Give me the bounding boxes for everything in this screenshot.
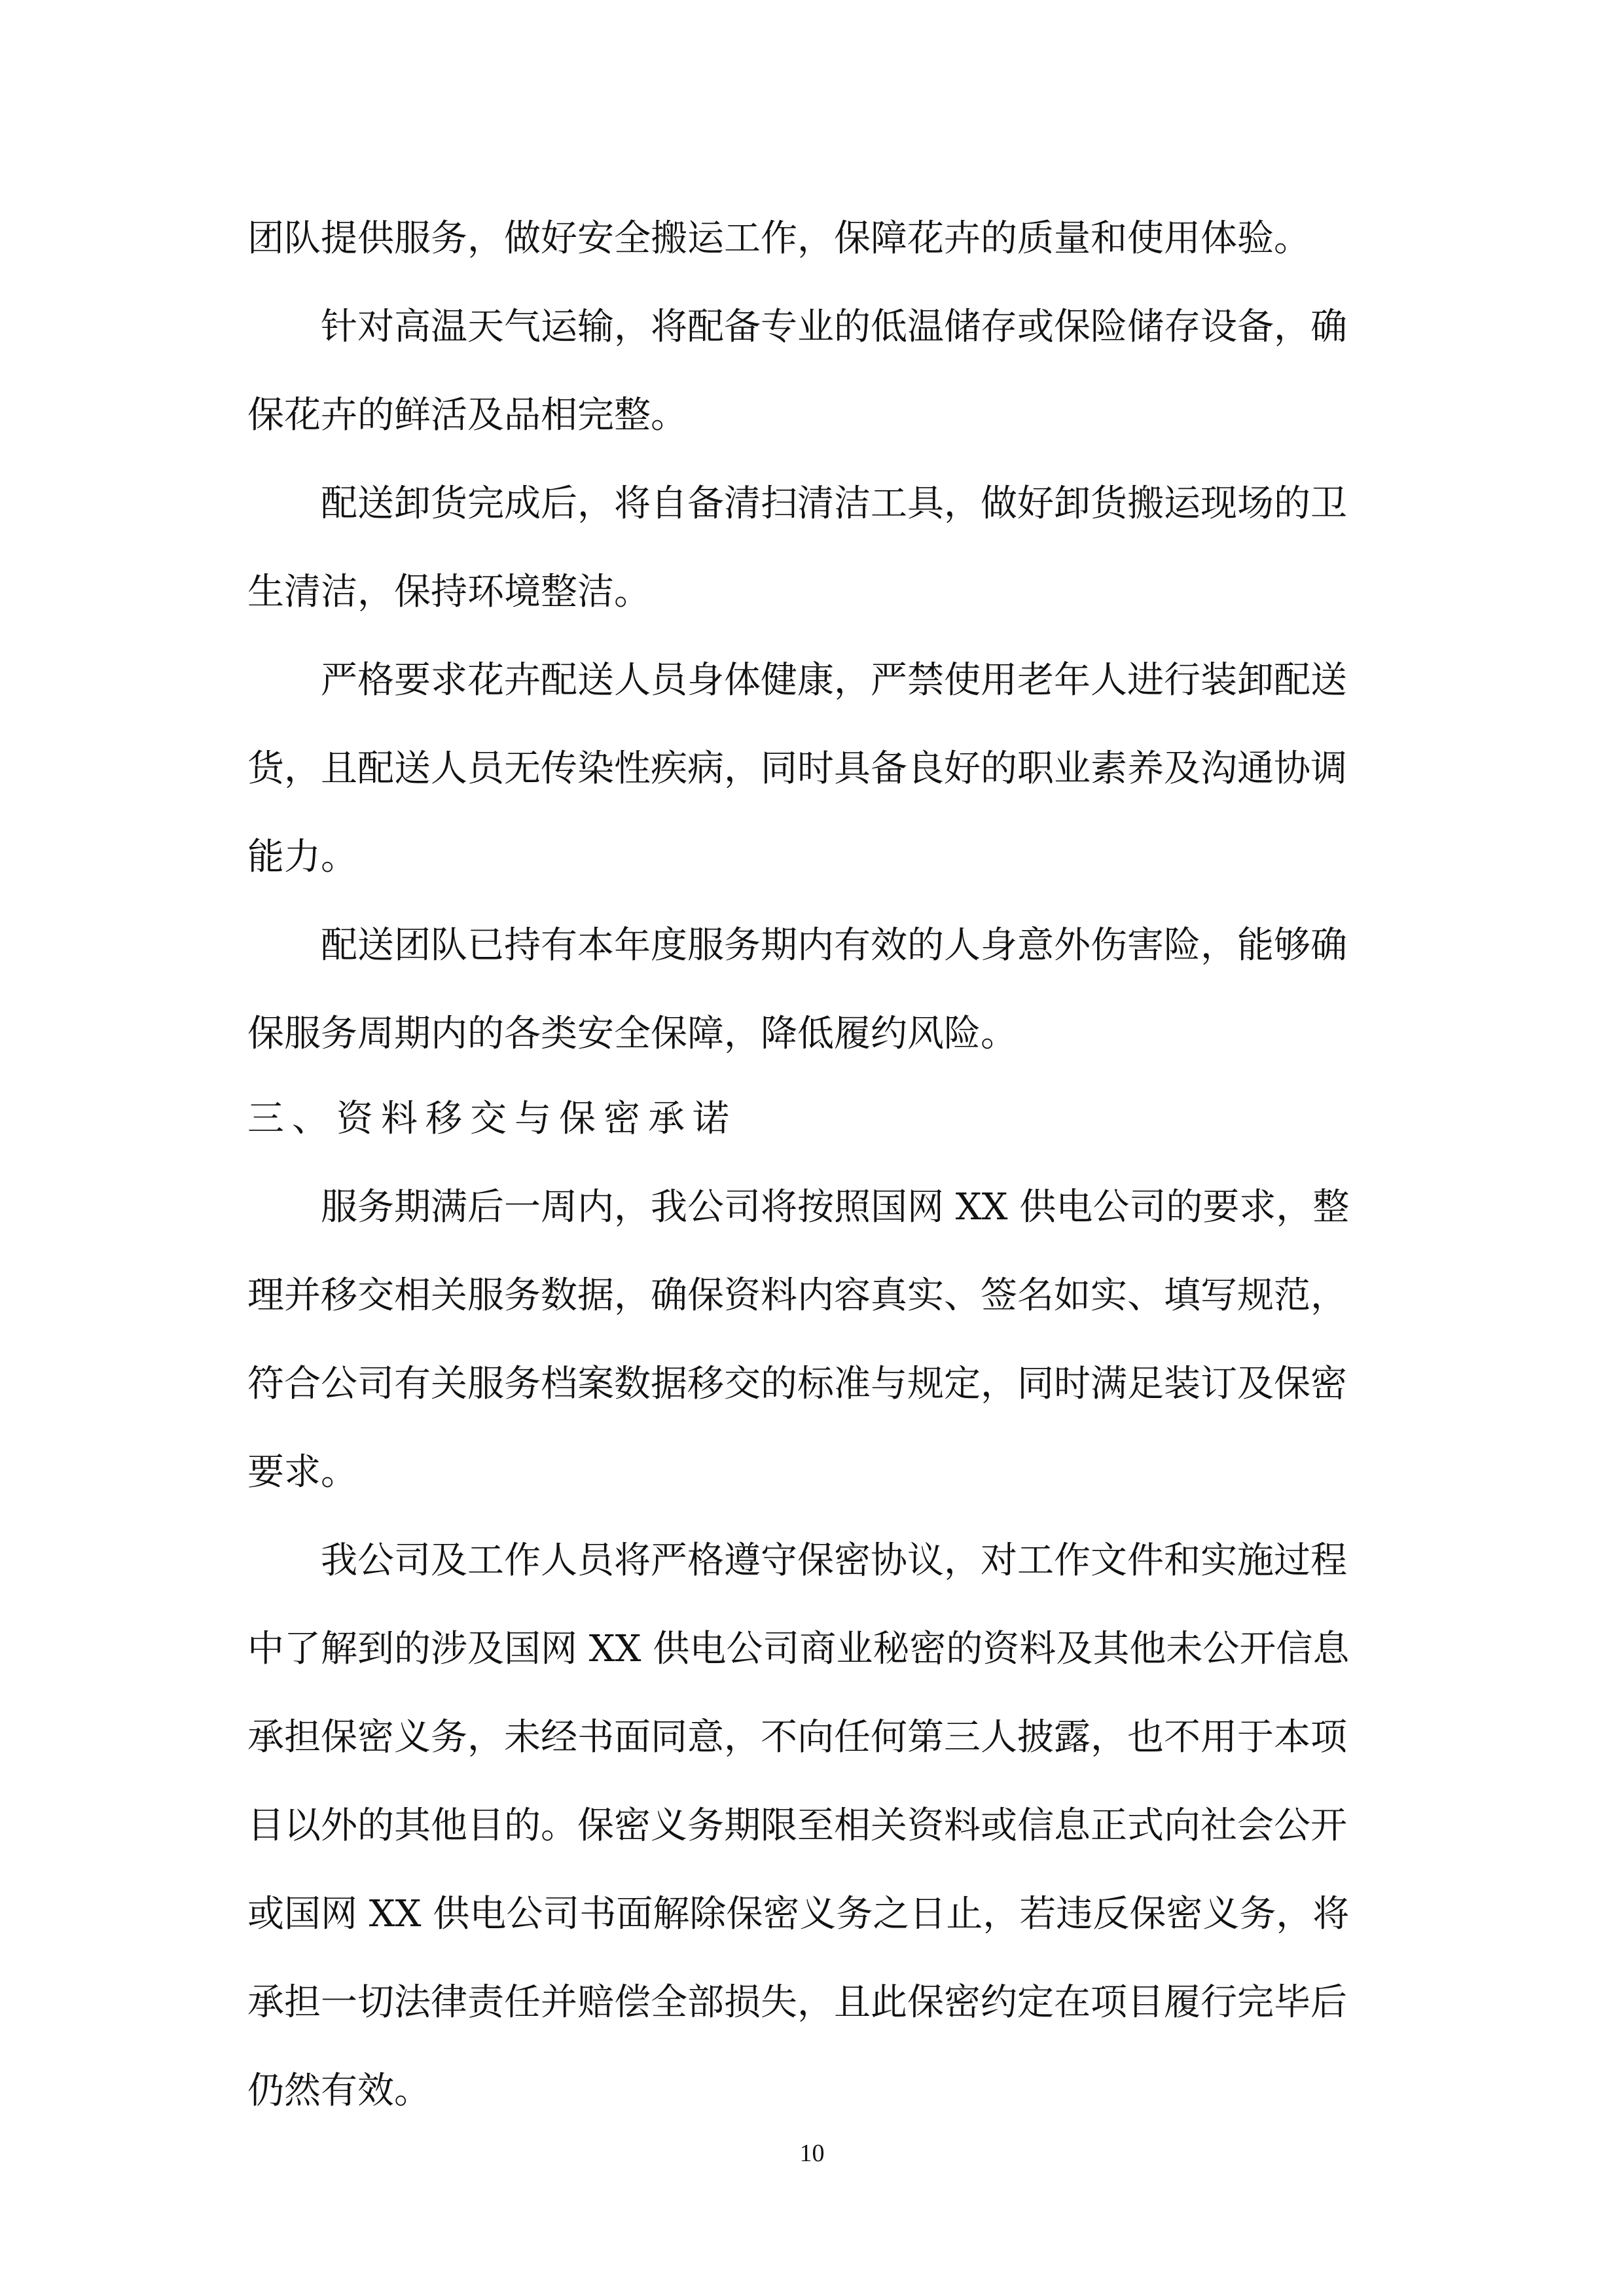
body-line-3: 保花卉的鲜活及品相完整。 bbox=[247, 394, 687, 437]
body-line-6: 严格要求花卉配送人员身体健康，严禁使用老年人进行装卸配送 bbox=[321, 659, 1347, 702]
body-line-8: 能力。 bbox=[247, 836, 357, 878]
body-line-14: 符合公司有关服务档案数据移交的标准与规定，同时满足装订及保密 bbox=[247, 1363, 1347, 1405]
page-number: 10 bbox=[799, 2140, 825, 2167]
body-line-20: 或国网 XX 供电公司书面解除保密义务之日止，若违反保密义务，将 bbox=[247, 1893, 1350, 1935]
body-line-16: 我公司及工作人员将严格遵守保密协议，对工作文件和实施过程 bbox=[321, 1539, 1347, 1582]
body-line-21: 承担一切法律责任并赔偿全部损失，且此保密约定在项目履行完毕后 bbox=[247, 1981, 1347, 2024]
body-line-1: 团队提供服务，做好安全搬运工作，保障花卉的质量和使用体验。 bbox=[247, 217, 1310, 260]
body-line-13: 理并移交相关服务数据，确保资料内容真实、签名如实、填写规范， bbox=[247, 1274, 1347, 1317]
body-line-9: 配送团队已持有本年度服务期内有效的人身意外伤害险，能够确 bbox=[321, 924, 1347, 967]
body-line-4: 配送卸货完成后，将自备清扫清洁工具，做好卸货搬运现场的卫 bbox=[321, 482, 1347, 525]
body-line-18: 承担保密义务，未经书面同意，不向任何第三人披露，也不用于本项 bbox=[247, 1716, 1347, 1759]
body-line-17: 中了解到的涉及国网 XX 供电公司商业秘密的资料及其他未公开信息 bbox=[247, 1628, 1350, 1670]
body-line-12: 服务期满后一周内，我公司将按照国网 XX 供电公司的要求，整 bbox=[321, 1186, 1350, 1229]
body-line-15: 要求。 bbox=[247, 1451, 357, 1494]
body-line-10: 保服务周期内的各类安全保障，降低履约风险。 bbox=[247, 1013, 1017, 1055]
body-line-5: 生清洁，保持环境整洁。 bbox=[247, 571, 651, 613]
body-line-7: 货，且配送人员无传染性疾病，同时具备良好的职业素养及沟通协调 bbox=[247, 747, 1347, 790]
body-line-22: 仍然有效。 bbox=[247, 2070, 431, 2112]
body-line-19: 目以外的其他目的。保密义务期限至相关资料或信息正式向社会公开 bbox=[247, 1804, 1347, 1847]
body-line-2: 针对高温天气运输，将配备专业的低温储存或保险储存设备，确 bbox=[321, 306, 1347, 348]
section-heading: 三、资料移交与保密承诺 bbox=[247, 1098, 737, 1140]
